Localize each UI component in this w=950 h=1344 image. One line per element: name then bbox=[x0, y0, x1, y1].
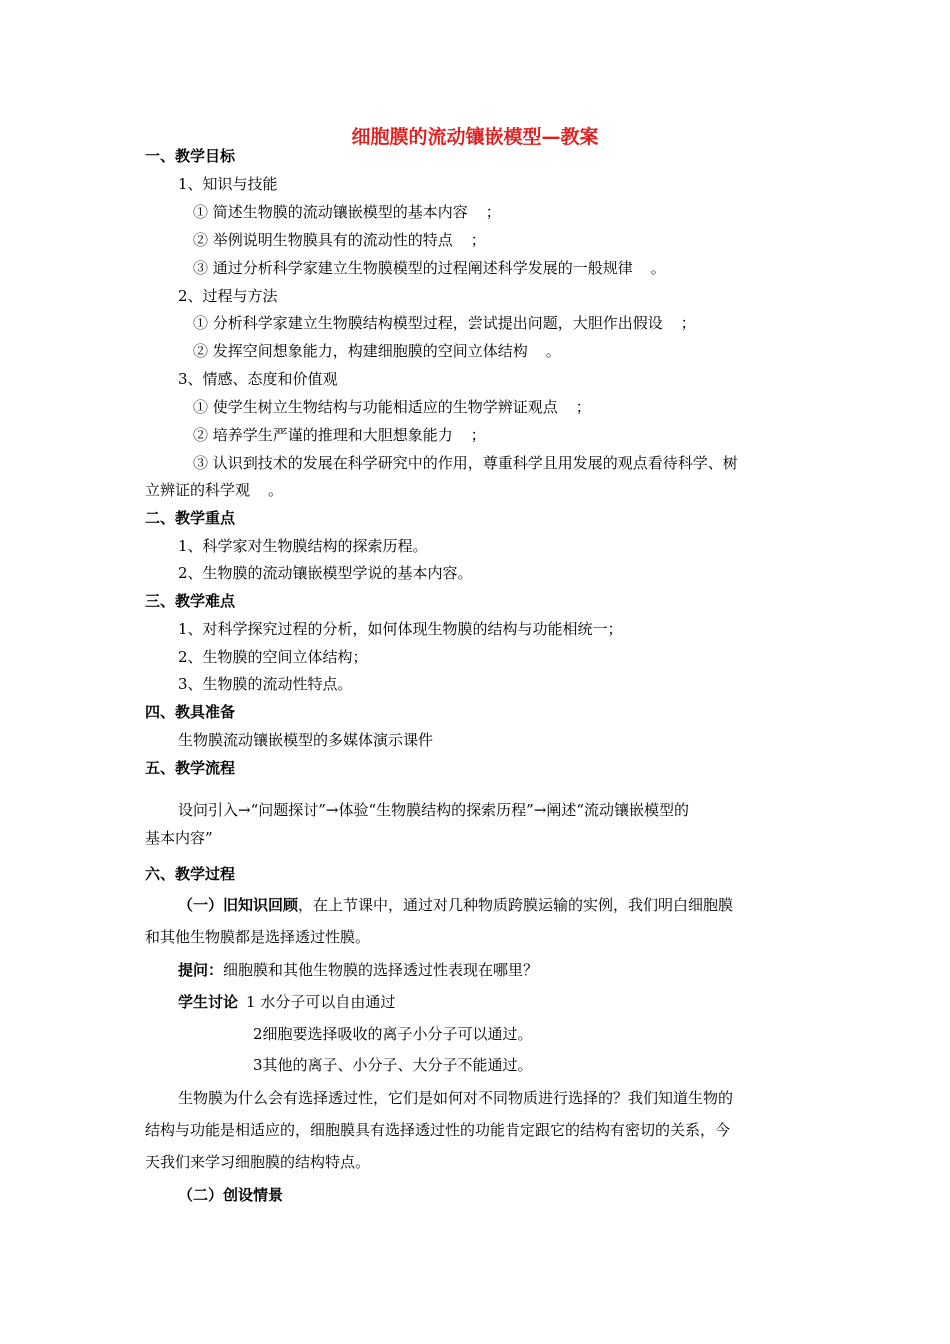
objective-text: ② 举例说明生物膜具有的流动性的特点 bbox=[193, 231, 453, 249]
discussion-label: 学生讨论 bbox=[178, 993, 239, 1011]
question-text: 细胞膜和其他生物膜的选择透过性表现在哪里？ bbox=[223, 961, 539, 979]
objective-item bbox=[193, 230, 486, 250]
discussion-item: 2细胞要选择吸收的离子小分子可以通过。 bbox=[253, 1025, 533, 1043]
list-item: 2、生物膜的空间立体结构； bbox=[178, 648, 368, 666]
objective-item bbox=[193, 341, 561, 361]
objective-text: ② 发挥空间想象能力，构建细胞膜的空间立体结构 bbox=[193, 342, 528, 360]
objective-text: ① 简述生物膜的流动镶嵌模型的基本内容 bbox=[193, 203, 468, 221]
section-heading-difficulties: 三、教学难点 bbox=[145, 592, 236, 610]
objective-item: ③ 认识到技术的发展在科学研究中的作用，尊重科学且用发展的观点看待科学、树 bbox=[193, 454, 738, 472]
review-paragraph-continued: 和其他生物膜都是选择透过性膜。 bbox=[145, 928, 371, 946]
objective-text: ② 培养学生严谨的推理和大胆想象能力 bbox=[193, 426, 453, 444]
objective-punct: ； bbox=[575, 398, 591, 416]
objective-punct: ； bbox=[680, 314, 696, 332]
subheading-emotions-values: 3、情感、态度和价值观 bbox=[178, 370, 338, 388]
objective-text: ① 分析科学家建立生物膜结构模型过程，尝试提出问题，大胆作出假设 bbox=[193, 314, 663, 332]
objective-punct: ； bbox=[470, 231, 486, 249]
objective-punct: ； bbox=[470, 426, 486, 444]
list-item: 1、对科学探究过程的分析，如何体现生物膜的结构与功能相统一； bbox=[178, 620, 623, 638]
document-title: 细胞膜的流动镶嵌模型—教案 bbox=[351, 126, 599, 148]
body-paragraph-continued: 结构与功能是相适应的，细胞膜具有选择透过性的功能肯定跟它的结构有密切的关系，今 bbox=[145, 1121, 731, 1139]
review-paragraph bbox=[178, 895, 733, 915]
objective-item bbox=[193, 425, 486, 445]
question-label: 提问： bbox=[178, 961, 224, 979]
section-heading-objectives: 一、教学目标 bbox=[145, 147, 236, 165]
discussion-item: 1 水分子可以自由通过 bbox=[246, 993, 396, 1011]
objective-text: ③ 通过分析科学家建立生物膜模型的过程阐述科学发展的一般规律 bbox=[193, 259, 633, 277]
objective-text: 立辨证的科学观 bbox=[145, 481, 251, 499]
section-heading-materials: 四、教具准备 bbox=[145, 703, 236, 721]
flow-text-continued: 基本内容” bbox=[145, 829, 213, 847]
objective-punct: 。 bbox=[650, 259, 666, 277]
list-item: 1、科学家对生物膜结构的探索历程。 bbox=[178, 537, 428, 555]
discussion-item: 3其他的离子、小分子、大分子不能通过。 bbox=[253, 1056, 533, 1074]
objective-punct: 。 bbox=[545, 342, 561, 360]
body-paragraph-continued: 天我们来学习细胞膜的结构特点。 bbox=[145, 1153, 371, 1171]
flow-text: 设问引入→“问题探讨”→体验“生物膜结构的探索历程”→阐述“流动镶嵌模型的 bbox=[178, 801, 690, 819]
objective-item-continued bbox=[145, 480, 283, 500]
review-label: （一）旧知识回顾 bbox=[178, 896, 299, 914]
question-line bbox=[178, 960, 538, 980]
section-heading-key-points: 二、教学重点 bbox=[145, 509, 236, 527]
objective-item bbox=[193, 397, 591, 417]
list-item: 3、生物膜的流动性特点。 bbox=[178, 675, 353, 693]
objective-item bbox=[193, 313, 696, 333]
objective-text: ① 使学生树立生物结构与功能相适应的生物学辨证观点 bbox=[193, 398, 558, 416]
section-heading-teaching-process: 六、教学过程 bbox=[145, 865, 236, 883]
list-item: 2、生物膜的流动镶嵌模型学说的基本内容。 bbox=[178, 564, 473, 582]
subheading-scenario: （二）创设情景 bbox=[178, 1186, 284, 1204]
review-text: ，在上节课中，通过对几种物质跨膜运输的实例，我们明白细胞膜 bbox=[298, 896, 734, 914]
subheading-knowledge-skills: 1、知识与技能 bbox=[178, 175, 278, 193]
section-heading-teaching-flow: 五、教学流程 bbox=[145, 759, 236, 777]
subheading-process-methods: 2、过程与方法 bbox=[178, 287, 278, 305]
body-paragraph: 生物膜为什么会有选择透过性，它们是如何对不同物质进行选择的？我们知道生物的 bbox=[178, 1089, 734, 1107]
objective-item bbox=[193, 258, 666, 278]
discussion-line bbox=[178, 992, 395, 1012]
objective-item bbox=[193, 202, 501, 222]
objective-punct: ； bbox=[485, 203, 501, 221]
materials-text: 生物膜流动镶嵌模型的多媒体演示课件 bbox=[178, 731, 434, 749]
objective-punct: 。 bbox=[268, 481, 284, 499]
